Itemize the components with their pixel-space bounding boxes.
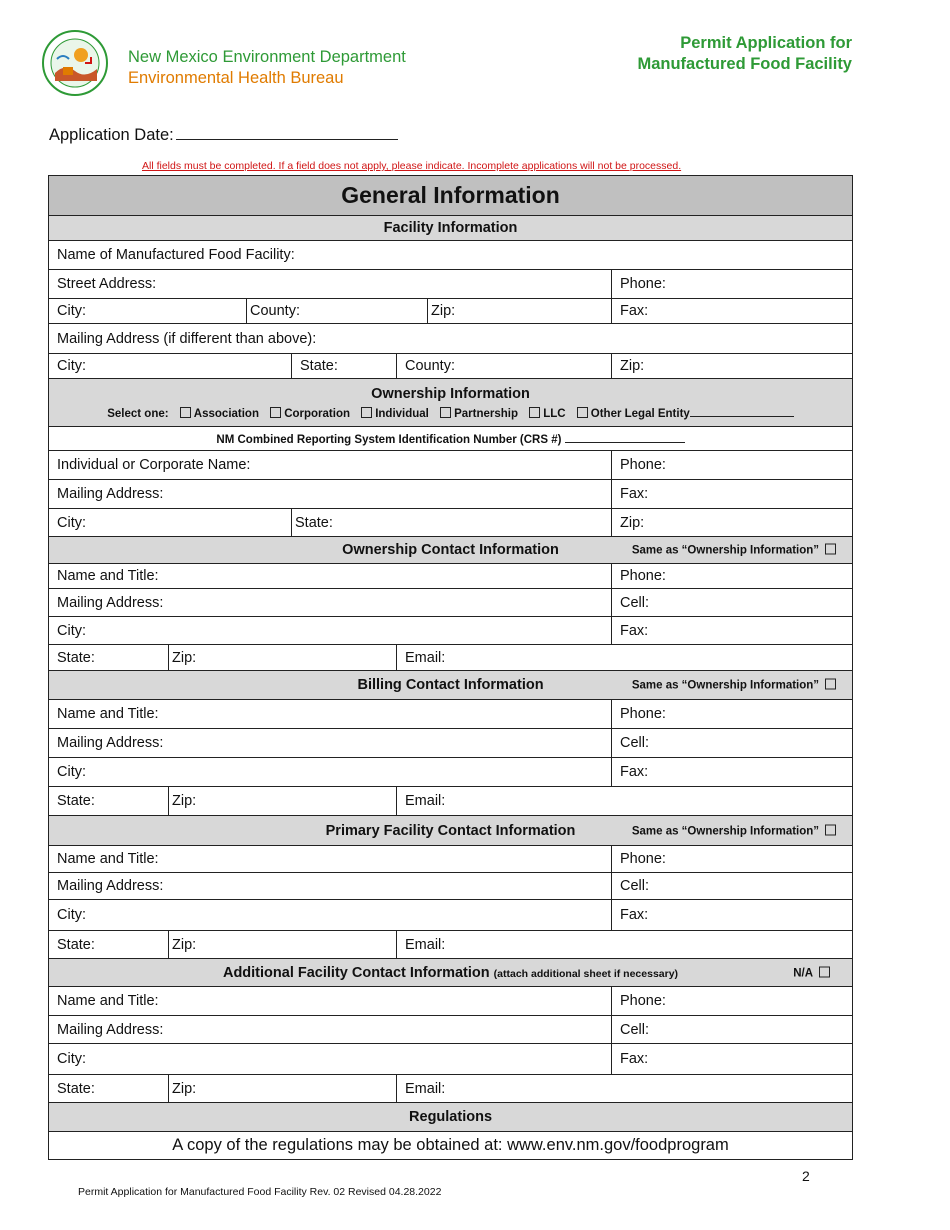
- regulations-text: A copy of the regulations may be obtained at: www.env.nm.gov/foodprogram: [49, 1132, 853, 1160]
- crs-number-field[interactable]: [49, 427, 853, 451]
- same-as-label: Same as “Ownership Information”: [631, 825, 820, 837]
- ownership-contact-name-field[interactable]: Name and Title:: [49, 564, 612, 589]
- crs-number-line[interactable]: [565, 432, 685, 443]
- mailing-county-field[interactable]: County:: [397, 354, 612, 379]
- ownership-contact-phone-field[interactable]: Phone:: [612, 564, 853, 589]
- ownership-information-heading: Ownership Information: [371, 385, 530, 402]
- primary-contact-fax-field[interactable]: Fax:: [612, 900, 853, 931]
- facility-phone-field[interactable]: Phone:: [612, 270, 853, 299]
- additional-contact-name-field[interactable]: Name and Title:: [49, 987, 612, 1016]
- individual-checkbox[interactable]: [361, 407, 372, 418]
- completion-notice: All fields must be completed. If a field does not apply, please indicate. Incomplete applications will not be processed.: [142, 160, 682, 172]
- primary-contact-zip-field[interactable]: Zip:: [169, 931, 397, 959]
- billing-contact-name-field[interactable]: Name and Title:: [49, 700, 612, 729]
- owner-mailing-address-field[interactable]: Mailing Address:: [49, 480, 612, 509]
- additional-contact-state-field[interactable]: State:: [49, 1075, 169, 1103]
- facility-county-field[interactable]: County:: [247, 299, 428, 324]
- general-information-form: [48, 175, 852, 1160]
- additional-contact-note: (attach additional sheet if necessary): [493, 967, 679, 980]
- page-number: 2: [802, 1168, 810, 1184]
- ownership-contact-cell-field[interactable]: Cell:: [612, 589, 853, 617]
- llc-label: LLC: [543, 407, 566, 420]
- owner-name-field[interactable]: Individual or Corporate Name:: [49, 451, 612, 480]
- billing-contact-mailing-field[interactable]: Mailing Address:: [49, 729, 612, 758]
- additional-contact-zip-field[interactable]: Zip:: [169, 1075, 397, 1103]
- same-as-checkbox[interactable]: [825, 679, 836, 690]
- additional-contact-section: [49, 959, 853, 987]
- facility-mailing-address-field[interactable]: Mailing Address (if different than above):: [49, 324, 853, 354]
- additional-contact-phone-field[interactable]: Phone:: [612, 987, 853, 1016]
- corporation-label: Corporation: [284, 407, 350, 420]
- other-legal-entity-label: Other Legal Entity: [590, 407, 690, 420]
- bureau-name: Environmental Health Bureau: [128, 69, 344, 87]
- individual-label: Individual: [375, 407, 429, 420]
- partnership-label: Partnership: [454, 407, 518, 420]
- facility-fax-field[interactable]: Fax:: [612, 299, 853, 324]
- select-one-label: Select one:: [107, 407, 169, 420]
- primary-contact-same-as[interactable]: [632, 824, 836, 837]
- facility-zip-field[interactable]: Zip:: [428, 299, 612, 324]
- facility-city-field[interactable]: City:: [49, 299, 247, 324]
- billing-contact-same-as[interactable]: [632, 679, 836, 692]
- additional-contact-na[interactable]: [793, 966, 830, 979]
- billing-contact-state-field[interactable]: State:: [49, 787, 169, 816]
- footer-revision: Permit Application for Manufactured Food Facility Rev. 02 Revised 04.28.2022: [78, 1186, 442, 1198]
- additional-contact-mailing-field[interactable]: Mailing Address:: [49, 1016, 612, 1044]
- ownership-contact-section: [49, 537, 853, 564]
- partnership-checkbox[interactable]: [440, 407, 451, 418]
- ownership-contact-zip-field[interactable]: Zip:: [169, 645, 397, 671]
- association-label: Association: [193, 407, 259, 420]
- ownership-contact-mailing-field[interactable]: Mailing Address:: [49, 589, 612, 617]
- billing-contact-zip-field[interactable]: Zip:: [169, 787, 397, 816]
- na-checkbox[interactable]: [819, 966, 830, 977]
- owner-city-field[interactable]: City:: [49, 509, 292, 537]
- additional-contact-city-field[interactable]: City:: [49, 1044, 612, 1075]
- billing-contact-city-field[interactable]: City:: [49, 758, 612, 787]
- additional-contact-heading: Additional Facility Contact Information: [222, 964, 490, 981]
- entity-type-selector: [57, 406, 844, 420]
- primary-contact-phone-field[interactable]: Phone:: [612, 846, 853, 873]
- other-legal-entity-checkbox[interactable]: [577, 407, 588, 418]
- general-information-heading: General Information: [49, 176, 853, 216]
- ownership-contact-fax-field[interactable]: Fax:: [612, 617, 853, 645]
- title-line-1: Permit Application for: [680, 34, 852, 52]
- application-date-line[interactable]: [176, 125, 398, 140]
- same-as-label: Same as “Ownership Information”: [631, 679, 820, 692]
- billing-contact-heading: Billing Contact Information: [357, 677, 544, 693]
- owner-phone-field[interactable]: Phone:: [612, 451, 853, 480]
- facility-name-field[interactable]: Name of Manufactured Food Facility:: [49, 241, 853, 270]
- mailing-zip-field[interactable]: Zip:: [612, 354, 853, 379]
- primary-contact-mailing-field[interactable]: Mailing Address:: [49, 873, 612, 900]
- primary-contact-name-field[interactable]: Name and Title:: [49, 846, 612, 873]
- llc-checkbox[interactable]: [529, 407, 540, 418]
- mailing-city-field[interactable]: City:: [49, 354, 292, 379]
- primary-contact-city-field[interactable]: City:: [49, 900, 612, 931]
- primary-contact-state-field[interactable]: State:: [49, 931, 169, 959]
- additional-contact-email-field[interactable]: Email:: [397, 1075, 853, 1103]
- billing-contact-cell-field[interactable]: Cell:: [612, 729, 853, 758]
- same-as-label: Same as “Ownership Information”: [631, 544, 820, 557]
- billing-contact-phone-field[interactable]: Phone:: [612, 700, 853, 729]
- same-as-checkbox[interactable]: [825, 824, 836, 835]
- facility-information-heading: Facility Information: [49, 216, 853, 241]
- org-name: New Mexico Environment Department: [128, 48, 406, 66]
- mailing-state-field[interactable]: State:: [292, 354, 397, 379]
- primary-contact-email-field[interactable]: Email:: [397, 931, 853, 959]
- owner-zip-field[interactable]: Zip:: [612, 509, 853, 537]
- additional-contact-fax-field[interactable]: Fax:: [612, 1044, 853, 1075]
- ownership-contact-email-field[interactable]: Email:: [397, 645, 853, 671]
- owner-fax-field[interactable]: Fax:: [612, 480, 853, 509]
- crs-number-label: NM Combined Reporting System Identification Number (CRS #): [216, 433, 562, 446]
- ownership-contact-heading: Ownership Contact Information: [342, 542, 559, 558]
- primary-contact-cell-field[interactable]: Cell:: [612, 873, 853, 900]
- corporation-checkbox[interactable]: [270, 407, 281, 418]
- billing-contact-email-field[interactable]: Email:: [397, 787, 853, 816]
- ownership-information-section: [49, 379, 853, 427]
- street-address-field[interactable]: Street Address:: [49, 270, 612, 299]
- document-title: [637, 33, 852, 75]
- primary-contact-section: [49, 816, 853, 846]
- nmed-logo: [41, 29, 109, 97]
- same-as-checkbox[interactable]: [825, 544, 836, 555]
- primary-contact-heading: Primary Facility Contact Information: [325, 822, 576, 839]
- application-date-field[interactable]: [49, 125, 398, 145]
- owner-state-field[interactable]: State:: [292, 509, 612, 537]
- na-label: N/A: [793, 967, 814, 979]
- ownership-contact-state-field[interactable]: State:: [49, 645, 169, 671]
- ownership-contact-same-as[interactable]: [632, 544, 836, 557]
- additional-contact-cell-field[interactable]: Cell:: [612, 1016, 853, 1044]
- billing-contact-section: [49, 671, 853, 700]
- application-date-label: Application Date:: [49, 126, 174, 144]
- general-information-table: [48, 175, 853, 1160]
- billing-contact-fax-field[interactable]: Fax:: [612, 758, 853, 787]
- association-checkbox[interactable]: [180, 407, 191, 418]
- other-legal-entity-line[interactable]: [690, 406, 794, 417]
- ownership-contact-city-field[interactable]: City:: [49, 617, 612, 645]
- title-line-2: Manufactured Food Facility: [637, 55, 852, 73]
- regulations-heading: Regulations: [49, 1103, 853, 1132]
